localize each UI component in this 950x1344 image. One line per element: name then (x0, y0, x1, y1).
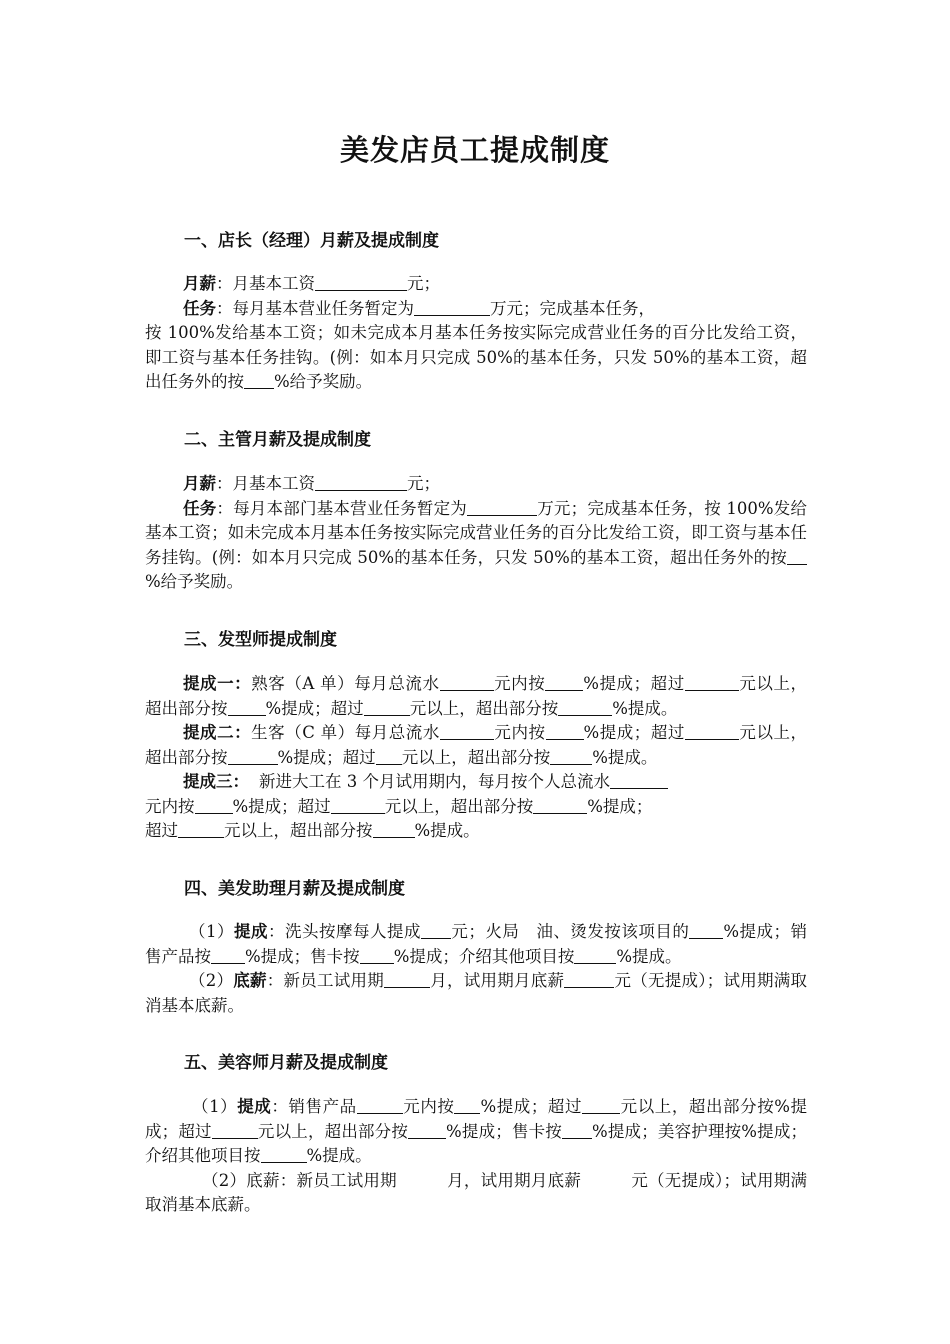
blank-field (315, 274, 407, 291)
blank-field (178, 821, 224, 838)
paragraph: 月薪：月基本工资 元； (183, 474, 440, 493)
section-body-store-manager (145, 272, 807, 395)
blank-field (357, 1097, 403, 1114)
section-body-supervisor (145, 472, 807, 595)
blank-field (440, 674, 494, 691)
blank-field (564, 971, 614, 988)
blank-field (244, 372, 274, 389)
blank-field (440, 723, 494, 740)
blank-field (384, 971, 430, 988)
blank-field (195, 797, 233, 814)
paragraph: （2）底薪：新员工试用期 月，试用期月底薪 元（无提成）；试用期满取消基本底薪。 (145, 1170, 807, 1214)
blank-field (360, 947, 394, 964)
paragraph: 任务：每月基本营业任务暂定为 万元；完成基本任务， (183, 298, 655, 318)
section-heading-supervisor: 二、主管月薪及提成制度 (184, 430, 371, 450)
blank-field (533, 797, 587, 814)
section-body-assistant (145, 920, 807, 1018)
label-task: 任务 (183, 498, 217, 518)
paragraph: （2）底薪：新员工试用期 月，试用期月底薪 元（无提成）；试用期满取消基本底薪。 (145, 971, 807, 1015)
blank-field (315, 474, 407, 491)
blank-field (685, 674, 739, 691)
section-heading-beautician: 五、美容师月薪及提成制度 (184, 1053, 388, 1073)
blank-field (373, 821, 415, 838)
blank-field (685, 723, 739, 740)
blank-field (545, 674, 583, 691)
document-title: 美发店员工提成制度 (339, 133, 610, 167)
blank-field (582, 1097, 620, 1114)
section-heading-store-manager: 一、店长（经理）月薪及提成制度 (184, 231, 439, 251)
label-commission-2: 提成二： (183, 723, 252, 742)
blank-field (211, 947, 245, 964)
blank-field (414, 299, 490, 316)
paragraph: 提成一：熟客（A 单）每月总流水 元内按 %提成；超过 元以上，超出部分按 %提成；超过 元以上，超出部分按 %提成。 (145, 674, 808, 718)
blank-field (228, 748, 278, 765)
blank-field (376, 748, 402, 765)
blank-field (261, 1146, 307, 1163)
paragraph: 按 100%发给基本工资；如未完成本月基本任务按实际完成营业任务的百分比发给工资，即工资与基本任务挂钩。(例：如本月只完成 50%的基本任务，只发 50%的基本工资，超出任务外的按 %给予奖励。 (145, 323, 807, 391)
blank-field (228, 699, 266, 716)
paragraph: 提成二：生客（C 单）每月总流水 元内按 %提成；超过 元以上，超出部分按 %提成；超过 元以上，超出部分按 %提成。 (145, 723, 808, 767)
label-commission: 提成 (233, 922, 268, 941)
paragraph: 提成三： 新进大工在 3 个月试用期内，每月按个人总流水 元内按 %提成；超过 元以上，超出部分按 %提成； 超过 元以上，超出部分按 %提成。 (145, 770, 807, 844)
paragraph: （1）提成：销售产品 元内按 %提成；超过 元以上，超出部分按%提成；超过 元以上，超出部分按 %提成；售卡按 %提成；美容护理按%提成；介绍其他项目按 %提成。 (145, 1097, 808, 1165)
blank-field (364, 699, 410, 716)
blank-field (212, 1122, 258, 1139)
blank-field (562, 1122, 592, 1139)
label-base-salary: 底薪 (233, 971, 267, 990)
label-salary: 月薪 (183, 274, 216, 293)
blank-field (421, 922, 451, 939)
blank-field (787, 548, 807, 565)
blank-field (574, 947, 616, 964)
blank-field (558, 699, 612, 716)
blank-field (331, 797, 385, 814)
section-body-stylist (145, 672, 807, 844)
blank-field (408, 1122, 446, 1139)
blank-field (550, 748, 592, 765)
blank-field (467, 499, 537, 516)
label-task: 任务 (183, 298, 216, 318)
label-commission-3: 提成三： (183, 772, 249, 791)
blank-field (454, 1097, 480, 1114)
paragraph: 月薪：月基本工资 元； (183, 274, 440, 293)
blank-field (610, 772, 668, 789)
paragraph: 任务：每月本部门基本营业任务暂定为 万元；完成基本任务，按 100%发给基本工资；如未完成本月基本任务按实际完成营业任务的百分比发给工资，即工资与基本任务挂钩。(例：如本月只完成 50%的基本任务，只发 50%的基本工资，超出任务外的按%给予奖励。 (145, 498, 808, 591)
section-heading-assistant: 四、美发助理月薪及提成制度 (184, 879, 405, 899)
section-body-beautician (145, 1095, 807, 1218)
label-salary: 月薪 (183, 474, 216, 493)
label-commission-1: 提成一： (183, 674, 252, 693)
paragraph: （1）提成：洗头按摩每人提成 元；火局 油、烫发按该项目的 %提成；销售产品按 %提成；售卡按 %提成；介绍其他项目按 %提成。 (145, 922, 808, 966)
section-heading-stylist: 三、发型师提成制度 (184, 630, 337, 650)
blank-field (546, 723, 584, 740)
label-commission: 提成 (237, 1097, 272, 1116)
blank-field (689, 922, 723, 939)
